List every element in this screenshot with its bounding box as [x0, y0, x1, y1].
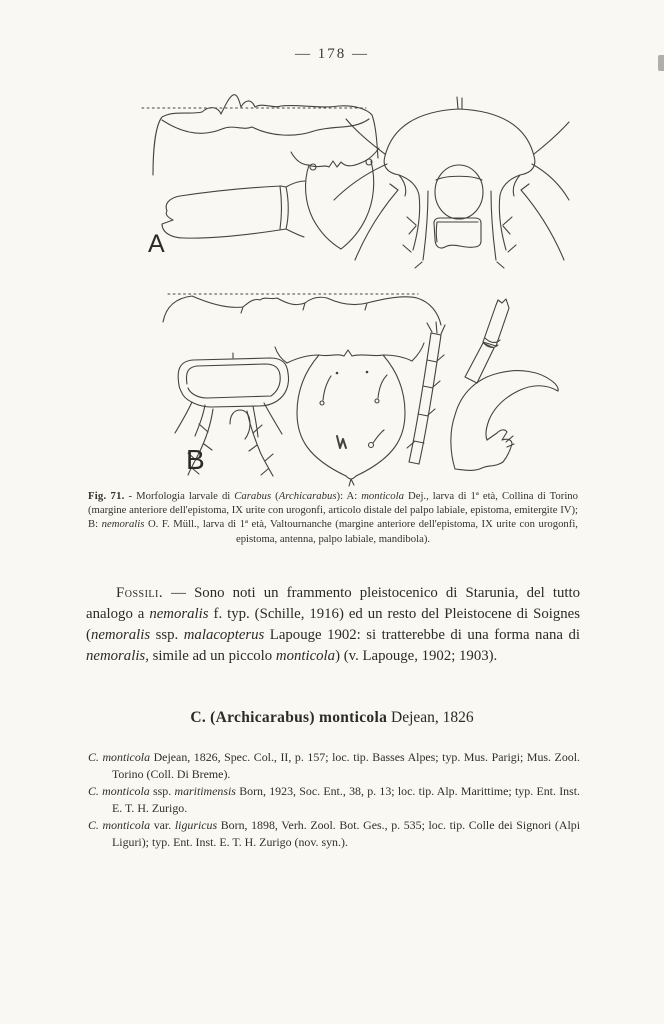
labial-palp-b [465, 299, 509, 383]
labial-palp-article-a [162, 181, 305, 238]
italic-species-run: malacopterus [183, 627, 265, 644]
figure-caption [88, 489, 578, 546]
heading-author-year: Dejean, 1826 [387, 709, 474, 726]
synonymy-entry [88, 749, 580, 783]
italic-taxon-run: maritimensis [174, 784, 236, 799]
caption-fig-number: Fig. 71. [88, 490, 125, 502]
larva-morphology-drawing-b [146, 272, 582, 488]
text-run: Dejean, 1826, Spec. Col., II, p. 157; loc. tip. Basses Alpes; typ. Mus. Parigi; Mus. Zool. Torino (Coll. Di Breme). [112, 750, 580, 782]
small-caps-lead: Fossili. [116, 585, 164, 601]
italic-taxon-run: C. monticola [88, 784, 150, 799]
text-run: , simile ad un piccolo [145, 648, 276, 665]
italic-species-run: monticola [361, 490, 404, 502]
text-run: ( [271, 490, 279, 502]
text-run: ): A: [336, 490, 362, 502]
figure-label-b: B [186, 444, 205, 475]
synonymy-entry [88, 817, 580, 851]
text-run: Born, 1898, Verh. Zool. Bot. Ges., p. 535; loc. tip. Colle dei Signori (Alpi Liguri); typ. Ent. Inst. E. T. H. Zurigo (nov. syn.). [112, 818, 581, 850]
italic-taxon-run: C. monticola [88, 750, 151, 764]
epistoma-b [275, 343, 424, 486]
text-run: Dej., larva di 1ª età, Collina di Torino (margine anteriore dell'epistoma, IX urite con urogonfi, articolo distale del palpo labiale, epistoma, emitergite IV); B: [88, 490, 578, 531]
text-run: O. F. Müll., larva di 1ª età, Valtournanche (margine anteriore dell'epistoma, IX urite con urogonfi, epistoma, antenna, palpo labiale, mandibola). [144, 518, 578, 545]
text-run: f. typ. (Schille, 1916) ed un resto del Pleistocene di Soignes ( [86, 606, 580, 644]
text-run: Lapouge 1902: si tratterebbe di una forma nana di [264, 627, 580, 644]
mandible-b [451, 371, 558, 471]
synonymy-list [88, 749, 580, 851]
italic-taxon-run: liguricus [174, 818, 218, 833]
fossili-paragraph [86, 583, 580, 668]
text-run: — Sono noti un frammento pleistocenico di Starunia, del tutto analogo a [86, 585, 580, 623]
epistoma-margin-b [163, 294, 441, 325]
italic-species-run: monticola [275, 648, 336, 665]
larva-morphology-drawing-a [128, 90, 570, 278]
antenna-b [407, 322, 445, 464]
italic-species-run: nemoralis [149, 606, 209, 623]
text-run: - Morfologia larvale di [124, 490, 235, 502]
species-section-heading [0, 709, 664, 727]
synonymy-entry [88, 783, 580, 817]
italic-subgenus-run: Archicarabus [278, 490, 337, 502]
italic-species-run: nemoralis [101, 518, 145, 531]
ninth-urite-with-urogomphi-a [334, 97, 569, 268]
scan-edge-artifact [658, 55, 664, 71]
italic-species-run: nemoralis [90, 627, 151, 644]
text-run: var. [150, 818, 175, 833]
figure-panel-a [128, 90, 570, 278]
text-run: ssp. [150, 627, 184, 644]
italic-taxon-run: C. monticola [88, 818, 151, 833]
text-run: ssp. [149, 784, 175, 799]
text-run: ) (v. Lapouge, 1902; 1903). [335, 648, 498, 665]
italic-genus-run: Carabus [234, 490, 272, 502]
figure-panel-b [146, 272, 582, 488]
figure-label-a: A [148, 230, 165, 258]
heading-taxon-name: C. (Archicarabus) monticola [190, 709, 388, 726]
italic-species-run: nemoralis [86, 648, 146, 665]
page-number: — 178 — [295, 46, 369, 62]
text-run: Born, 1923, Soc. Ent., 38, p. 13; loc. tip. Alp. Marittime; typ. Ent. Inst. E. T. H. Zurigo. [112, 784, 581, 816]
